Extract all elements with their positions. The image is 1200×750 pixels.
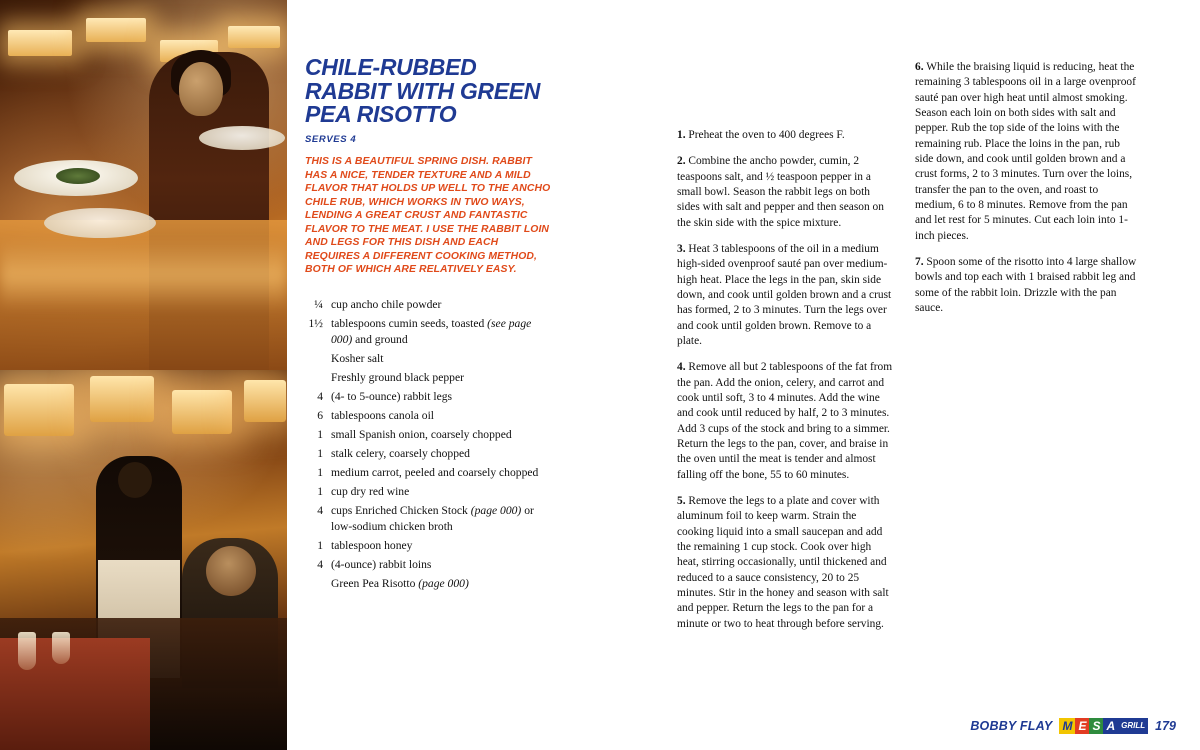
wine-glass	[18, 632, 36, 670]
step-text: Heat 3 tablespoons of the oil in a medium high-sided ovenproof sauté pan over medium-high heat. Place the legs in the pan, skin side down, and cook until golden brown and a crust has formed, 2 to 3 minutes. Turn the legs over and cook until golden brown. Remove to a plate.	[677, 242, 892, 347]
ingredient-list	[305, 297, 553, 593]
ingredient-item	[305, 316, 553, 349]
ingredient-amount	[305, 576, 331, 592]
step-text: Combine the ancho powder, cumin, 2 teaspoons salt, and ½ teaspoon pepper in a small bowl. Season the rabbit legs on both sides with salt and pepper and then season on the skin side with the spice mixture.	[677, 155, 884, 229]
ingredient-amount: 4	[317, 389, 323, 403]
lamp-icon	[244, 380, 286, 422]
ingredient-text: cup dry red wine	[331, 484, 410, 498]
ingredient-amount: ¼	[314, 297, 323, 311]
ingredient-text: Green Pea Risotto (page 000)	[331, 577, 469, 590]
plate	[44, 208, 156, 238]
ingredient-item	[305, 538, 553, 554]
ingredient-item	[305, 484, 553, 500]
ingredient-item	[305, 427, 553, 443]
ingredient-item	[305, 503, 553, 536]
ingredient-amount: 1	[317, 484, 323, 498]
ingredient-text: stalk celery, coarsely chopped	[331, 446, 470, 460]
logo-tail: GRILL	[1118, 718, 1148, 734]
instruction-step	[677, 128, 893, 143]
recipe-headnote: THIS IS A BEAUTIFUL SPRING DISH. RABBIT HAS A NICE, TENDER TEXTURE AND A MILD FLAVOR THAT HOLDS UP WELL TO THE ANCHO CHILE RUB, WHICH WORKS IN TWO WAYS, LENDING A GREAT CRUST AND FANTASTIC FLAVOR TO THE MEAT. I USE THE RABBIT LOIN AND LEGS FOR THIS DISH AND EACH REQUIRES A DIFFERENT COOKING METHOD, BOTH OF WHICH ARE RELATIVELY EASY.	[305, 156, 551, 276]
serves-label: SERVES 4	[305, 134, 357, 146]
instruction-step	[677, 154, 893, 231]
logo-letter: E	[1075, 718, 1089, 734]
lamp-icon	[172, 390, 232, 434]
mesa-grill-logo	[1059, 718, 1148, 734]
step-text: While the braising liquid is reducing, heat the remaining 3 tablespoons oil in a large ovenproof sauté pan over high heat until almost smoking. Season each loin on both sides with salt and pepper. Rub the top side of the loins with the remaining rub. Place the loins in the pan, rub side down, and cook until golden brown and a crust forms, 2 to 3 minutes. Turn over the loins, transfer the pan to the oven, and roast to medium, 6 to 8 minutes. Remove from the pan and let rest for 5 minutes. Cut each loin into 1-inch pieces.	[915, 61, 1136, 242]
ingredient-amount: 6	[317, 408, 323, 422]
ingredient-text: tablespoon honey	[331, 539, 413, 553]
page-footer	[970, 718, 1176, 734]
ingredient-text: (4- to 5-ounce) rabbit legs	[331, 389, 453, 403]
ingredient-text: cup ancho chile powder	[331, 297, 442, 311]
lamp-icon	[8, 30, 72, 56]
ingredient-item	[305, 408, 553, 424]
page-title: CHILE-RUBBED RABBIT WITH GREEN PEA RISOTTO	[305, 54, 541, 128]
wine-glass	[52, 632, 70, 664]
step-number: 6.	[915, 61, 924, 73]
ingredient-text: medium carrot, peeled and coarsely chopped	[331, 465, 539, 479]
ingredient-text: cups Enriched Chicken Stock (page 000) or low-sodium chicken broth	[331, 503, 534, 534]
recipe-page	[287, 0, 1200, 750]
ingredient-item	[305, 446, 553, 462]
instruction-step	[677, 242, 893, 349]
lamp-icon	[4, 384, 74, 436]
step-text: Preheat the oven to 400 degrees F.	[685, 129, 845, 141]
step-number: 2.	[677, 155, 686, 168]
step-text: Spoon some of the risotto into 4 large shallow bowls and top each with 1 braised rabbit leg and some of the rabbit loin. Drizzle with the pan sauce.	[915, 255, 1137, 314]
ingredient-amount: 1½	[308, 316, 323, 330]
instructions-column-two	[915, 60, 1141, 327]
ingredient-amount	[305, 351, 331, 367]
recipe-intro-column	[305, 56, 553, 595]
instruction-step	[915, 255, 1141, 316]
ingredient-text: tablespoons cumin seeds, toasted (see page 000) and ground	[331, 316, 532, 347]
ingredient-amount: 4	[317, 503, 323, 517]
ingredient-item	[305, 297, 553, 313]
ingredient-text: small Spanish onion, coarsely chopped	[331, 427, 512, 441]
ingredient-amount: 1	[317, 465, 323, 479]
ingredient-text: Freshly ground black pepper	[331, 371, 464, 385]
guest-head	[206, 546, 256, 596]
ingredient-amount: 4	[317, 558, 323, 572]
ingredient-amount: 1	[317, 446, 323, 460]
ingredient-amount: 1	[317, 539, 323, 553]
instruction-step	[677, 360, 893, 483]
ingredient-amount: 1	[317, 427, 323, 441]
ingredient-text: Kosher salt	[331, 352, 384, 366]
instructions-column-one	[677, 128, 893, 643]
logo-letter: M	[1059, 718, 1075, 734]
ingredient-item	[305, 465, 553, 481]
step-number: 3.	[677, 242, 686, 255]
photo-column	[0, 0, 287, 750]
ingredient-item	[305, 576, 553, 592]
ingredient-item	[305, 370, 553, 386]
step-number: 7.	[915, 255, 924, 268]
waiter-head	[118, 462, 152, 498]
lamp-icon	[90, 376, 154, 422]
step-number: 5.	[677, 494, 686, 507]
ingredient-item	[305, 557, 553, 573]
ingredient-item	[305, 351, 553, 367]
ingredient-item	[305, 389, 553, 405]
logo-letter: A	[1103, 718, 1118, 734]
plate	[199, 126, 285, 150]
step-text: Remove all but 2 tablespoons of the fat from the pan. Add the onion, celery, and carrot and cook until soft, 3 to 4 minutes. Add the wine and cook until reduced by half, 2 to 3 minutes. Add 3 cups of the stock and bring to a simmer. Return the legs to the pan, cover, and braise in the oven until the meat is tender and almost falling off the bone, 55 to 60 minutes.	[677, 361, 893, 481]
server-face	[179, 62, 223, 116]
ingredient-text: tablespoons canola oil	[331, 408, 435, 422]
footer-author: BOBBY FLAY	[970, 719, 1053, 733]
lamp-icon	[228, 26, 280, 48]
step-number: 4.	[677, 361, 686, 374]
step-text: Remove the legs to a plate and cover with aluminum foil to keep warm. Strain the cooking liquid into a small saucepan and add the remaining 1 cup stock. Cook over high heat, stirring occasionally, until thickened and reduced to a sauce consistency, 20 to 25 minutes. Stir in the honey and season with salt and pepper. Return the legs to the pan for a minute or two to heat through before serving.	[677, 494, 889, 630]
instruction-step	[915, 60, 1141, 244]
page-number: 179	[1155, 719, 1176, 733]
logo-letter: S	[1089, 718, 1103, 734]
instruction-step	[677, 494, 893, 632]
plated-food	[56, 168, 100, 184]
lamp-icon	[86, 18, 146, 42]
ingredient-amount	[305, 370, 331, 386]
ingredient-text: (4-ounce) rabbit loins	[331, 558, 432, 572]
restaurant-server-plates-photo	[0, 0, 287, 370]
restaurant-dining-room-photo	[0, 370, 287, 750]
step-number: 1.	[677, 129, 686, 141]
warm-glow	[0, 240, 287, 310]
